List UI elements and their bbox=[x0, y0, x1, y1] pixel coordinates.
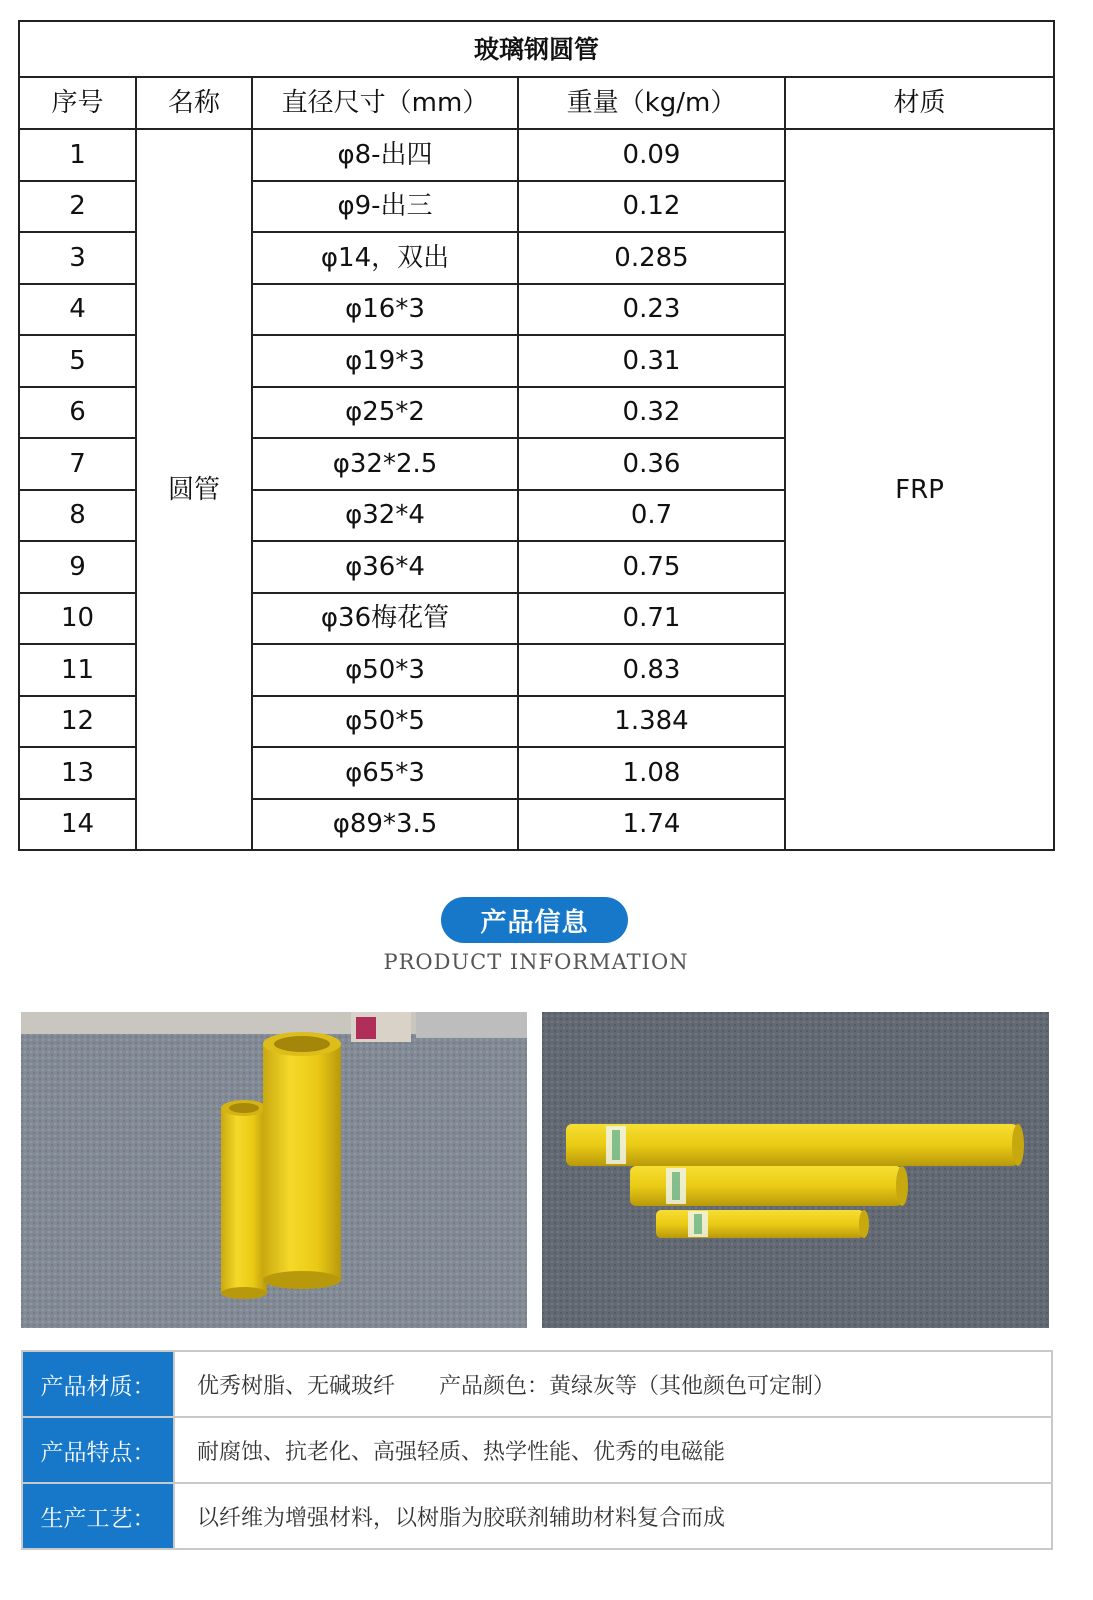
spec-table bbox=[18, 20, 1055, 851]
row-weight: 0.23 bbox=[518, 284, 785, 336]
table-header-row bbox=[19, 77, 1054, 129]
header-material: 材质 bbox=[785, 77, 1054, 129]
color-text: 产品颜色：黄绿灰等（其他颜色可定制） bbox=[439, 1373, 836, 1399]
row-weight: 0.36 bbox=[518, 438, 785, 490]
row-no: 2 bbox=[19, 181, 136, 233]
row-no: 9 bbox=[19, 541, 136, 593]
row-weight: 0.7 bbox=[518, 490, 785, 542]
process-label: 生产工艺： bbox=[23, 1484, 175, 1548]
row-weight: 0.71 bbox=[518, 593, 785, 645]
header-weight: 重量（kg/m） bbox=[518, 77, 785, 129]
info-row-process bbox=[23, 1484, 1051, 1548]
material-value: 优秀树脂、无碱玻纤 bbox=[197, 1373, 396, 1399]
row-weight: 1.74 bbox=[518, 799, 785, 851]
row-size: φ50*5 bbox=[252, 696, 518, 748]
row-weight: 1.08 bbox=[518, 747, 785, 799]
row-no: 6 bbox=[19, 387, 136, 439]
section-subtitle: PRODUCT INFORMATION bbox=[383, 950, 689, 974]
standing-pipes-photo bbox=[21, 1012, 527, 1328]
table-row bbox=[19, 129, 1054, 181]
row-size: φ65*3 bbox=[252, 747, 518, 799]
row-no: 5 bbox=[19, 335, 136, 387]
row-size: φ8-出四 bbox=[252, 129, 518, 181]
row-weight: 0.32 bbox=[518, 387, 785, 439]
header-no: 序号 bbox=[19, 77, 136, 129]
row-no: 3 bbox=[19, 232, 136, 284]
row-no: 11 bbox=[19, 644, 136, 696]
material-cell: FRP bbox=[785, 129, 1054, 850]
row-weight: 0.09 bbox=[518, 129, 785, 181]
feature-label: 产品特点： bbox=[23, 1418, 175, 1482]
product-info-table bbox=[21, 1350, 1053, 1550]
row-size: φ32*2.5 bbox=[252, 438, 518, 490]
row-size: φ32*4 bbox=[252, 490, 518, 542]
row-no: 10 bbox=[19, 593, 136, 645]
row-size: φ25*2 bbox=[252, 387, 518, 439]
row-no: 12 bbox=[19, 696, 136, 748]
row-weight: 0.285 bbox=[518, 232, 785, 284]
row-weight: 0.75 bbox=[518, 541, 785, 593]
row-no: 13 bbox=[19, 747, 136, 799]
row-size: φ36*4 bbox=[252, 541, 518, 593]
row-size: φ9-出三 bbox=[252, 181, 518, 233]
row-size: φ36梅花管 bbox=[252, 593, 518, 645]
row-weight: 1.384 bbox=[518, 696, 785, 748]
table-title: 玻璃钢圆管 bbox=[19, 21, 1054, 77]
row-size: φ19*3 bbox=[252, 335, 518, 387]
lying-pipes-photo bbox=[542, 1012, 1049, 1328]
header-size: 直径尺寸（mm） bbox=[252, 77, 518, 129]
row-no: 8 bbox=[19, 490, 136, 542]
row-size: φ14，双出 bbox=[252, 232, 518, 284]
row-no: 1 bbox=[19, 129, 136, 181]
row-size: φ89*3.5 bbox=[252, 799, 518, 851]
product-name-cell: 圆管 bbox=[136, 129, 252, 850]
header-name: 名称 bbox=[136, 77, 252, 129]
row-size: φ16*3 bbox=[252, 284, 518, 336]
row-weight: 0.31 bbox=[518, 335, 785, 387]
row-weight: 0.12 bbox=[518, 181, 785, 233]
info-row-material bbox=[23, 1352, 1051, 1418]
row-no: 4 bbox=[19, 284, 136, 336]
material-value-cell bbox=[175, 1352, 1051, 1416]
info-row-feature bbox=[23, 1418, 1051, 1484]
process-value: 以纤维为增强材料，以树脂为胶联剂辅助材料复合而成 bbox=[197, 1505, 726, 1531]
row-size: φ50*3 bbox=[252, 644, 518, 696]
material-label: 产品材质： bbox=[23, 1352, 175, 1416]
row-no: 14 bbox=[19, 799, 136, 851]
section-title-badge: 产品信息 bbox=[441, 897, 628, 943]
row-weight: 0.83 bbox=[518, 644, 785, 696]
feature-value: 耐腐蚀、抗老化、高强轻质、热学性能、优秀的电磁能 bbox=[197, 1439, 726, 1465]
row-no: 7 bbox=[19, 438, 136, 490]
